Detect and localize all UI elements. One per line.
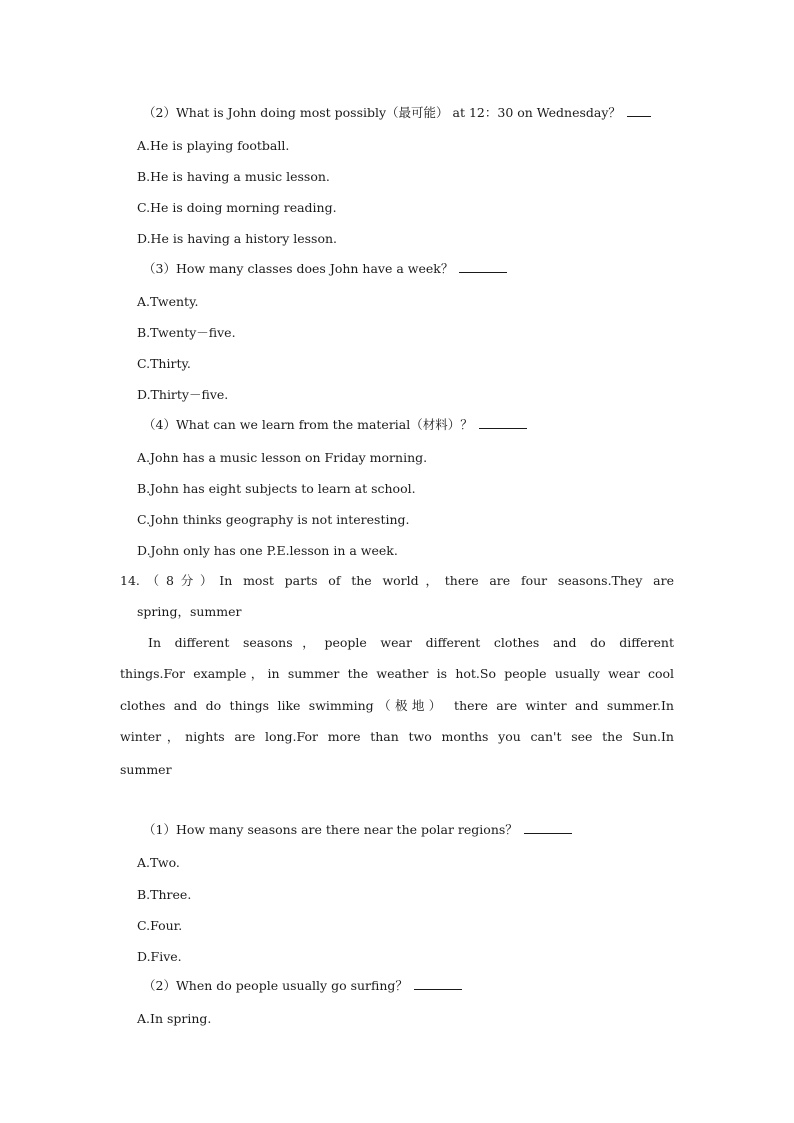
option-d: D.He is having a history lesson.: [137, 231, 338, 246]
passage-line-2: things.For example，in summer the weather is hot.So people usually wear cool: [120, 666, 674, 681]
question-text: （4）What can we learn from the material（材料）？: [143, 417, 473, 432]
question-14-header: 14.（8分）In most parts of the world，there are four seasons.They are: [120, 573, 674, 588]
option-a: A.Twenty.: [137, 294, 199, 309]
passage-line-5: summer: [120, 762, 172, 777]
option-d: D.Thirty－five.: [137, 387, 229, 402]
option-a: A.He is playing football.: [137, 138, 290, 153]
option-d: D.Five.: [137, 949, 182, 964]
question-text: （1）How many seasons are there near the polar regions？: [143, 822, 518, 837]
answer-blank[interactable]: [479, 417, 527, 429]
answer-blank[interactable]: [459, 261, 507, 273]
option-b: B.John has eight subjects to learn at school.: [137, 481, 416, 496]
answer-blank[interactable]: [524, 822, 572, 834]
passage-line-3: clothes and do things like swimming（极地） there are winter and summer.In: [120, 698, 674, 713]
option-b: B.Three.: [137, 887, 192, 902]
passage-line-4: winter，nights are long.For more than two months you can't see the Sun.In: [120, 729, 674, 744]
option-a: A.John has a music lesson on Friday morning.: [137, 450, 428, 465]
option-b: B.He is having a music lesson.: [137, 169, 330, 184]
question-text: （3）How many classes does John have a week？: [143, 261, 454, 276]
option-c: C.Thirty.: [137, 356, 191, 371]
option-b: B.Twenty－five.: [137, 325, 236, 340]
option-c: C.Four.: [137, 918, 183, 933]
passage-line-1: In different seasons，people wear different clothes and do different: [148, 635, 674, 650]
question-13-3: [143, 261, 507, 277]
question-14-1: [143, 822, 572, 838]
option-c: C.He is doing morning reading.: [137, 200, 337, 215]
answer-blank[interactable]: [627, 105, 651, 117]
option-a: A.In spring.: [137, 1011, 212, 1026]
option-a: A.Two.: [137, 855, 180, 870]
answer-blank[interactable]: [414, 978, 462, 990]
question-text: （2）What is John doing most possibly（最可能） at 12：30 on Wednesday？: [143, 105, 621, 120]
question-13-2: [143, 105, 651, 121]
question-13-4: [143, 417, 527, 433]
option-d: D.John only has one P.E.lesson in a week.: [137, 543, 398, 558]
question-14-2: [143, 978, 462, 994]
question-text: （2）When do people usually go surfing？: [143, 978, 408, 993]
option-c: C.John thinks geography is not interesting.: [137, 512, 410, 527]
question-14-header-continued: spring，summer: [137, 604, 242, 619]
